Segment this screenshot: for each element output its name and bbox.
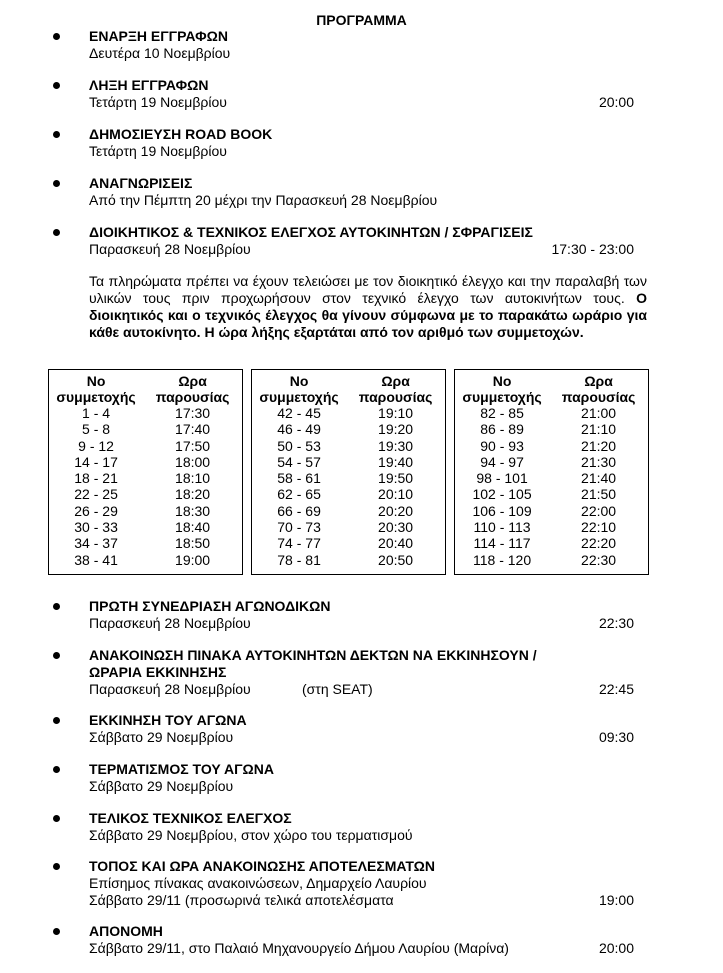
table-row <box>252 535 446 551</box>
bullet-icon <box>53 33 60 40</box>
item-detail: Από την Πέμπτη 20 μέχρι την Παρασκευή 28 Νοεμβρίου <box>89 192 438 208</box>
table-row <box>455 454 649 470</box>
table-row <box>252 503 446 519</box>
bullet-icon <box>53 603 60 610</box>
arrival-time: 17:30 <box>175 405 211 421</box>
item-detail: Σάββατο 29 Νοεμβρίου <box>89 778 234 794</box>
column-header: Νο συμμετοχής <box>259 373 339 405</box>
table-row <box>252 421 446 437</box>
instructions-text: Τα πληρώματα πρέπει να έχουν τελειώσει με τον διοικητικό έλεγχο και την παραλαβή των υλικών τους πριν προχωρήσουν στον τεχνικό έλεγχο των αυτοκινήτων τους. <box>89 273 647 306</box>
arrival-time: 19:00 <box>175 551 211 568</box>
table-row <box>252 438 446 454</box>
entry-range: 26 - 29 <box>74 502 118 519</box>
schedule-table-1 <box>48 369 243 575</box>
entry-range: 66 - 69 <box>277 502 321 519</box>
bullet-icon <box>53 928 60 935</box>
arrival-time: 20:10 <box>378 486 414 503</box>
arrival-time: 17:40 <box>175 421 211 438</box>
table-row <box>455 503 649 519</box>
bullet-icon <box>53 131 60 138</box>
table-row <box>252 519 446 535</box>
table-row <box>49 438 243 454</box>
table-row <box>455 519 649 535</box>
bullet-icon <box>53 229 60 236</box>
entry-range: 38 - 41 <box>74 551 118 568</box>
item-heading: ΕΚΚΙΝΗΣΗ ΤΟΥ ΑΓΩΝΑ <box>89 712 247 728</box>
table-row <box>455 438 649 454</box>
item-heading: ΑΝΑΓΝΩΡΙΣΕΙΣ <box>89 175 193 191</box>
item-time: 09:30 <box>598 729 634 745</box>
item-heading: ΔΗΜΟΣΙΕΥΣΗ ROAD BOOK <box>89 126 273 142</box>
table-row <box>49 421 243 437</box>
item-detail-2: Σάββατο 29/11 (προσωρινά τελικά αποτελέσματα <box>89 892 394 908</box>
column-header: Ωρα παρουσίας <box>561 373 636 405</box>
bullet-icon <box>53 82 60 89</box>
entry-range: 30 - 33 <box>74 519 118 536</box>
table-row <box>49 470 243 486</box>
table-row <box>49 454 243 470</box>
item-detail: Τετάρτη 19 Νοεμβρίου <box>89 94 227 110</box>
table-row <box>49 552 243 575</box>
arrival-time: 17:50 <box>175 437 211 454</box>
item-note: (στη SEAT) <box>302 681 373 697</box>
arrival-time: 22:00 <box>581 502 617 519</box>
entry-range: 50 - 53 <box>277 437 321 454</box>
table-row <box>252 552 446 575</box>
entry-range: 90 - 93 <box>480 437 524 454</box>
item-detail: Σάββατο 29 Νοεμβρίου, στον χώρο του τερματισμού <box>89 827 413 843</box>
arrival-time: 18:00 <box>175 453 211 470</box>
column-header: Ωρα παρουσίας <box>358 373 433 405</box>
item-heading: ΔΙΟΙΚΗΤΙΚΟΣ & ΤΕΧΝΙΚΟΣ ΕΛΕΓΧΟΣ ΑΥΤΟΚΙΝΗΤΩΝ / ΣΦΡΑΓΙΣΕΙΣ <box>89 224 533 240</box>
entry-range: 58 - 61 <box>277 470 321 487</box>
table-row <box>252 486 446 502</box>
bullet-icon <box>53 766 60 773</box>
table-row <box>49 535 243 551</box>
item-time: 17:30 - 23:00 <box>551 241 634 257</box>
entry-range: 98 - 101 <box>476 470 528 487</box>
arrival-time: 20:30 <box>378 519 414 536</box>
item-heading: ΠΡΩΤΗ ΣΥΝΕΔΡΙΑΣΗ ΑΓΩΝΟΔΙΚΩΝ <box>89 598 331 614</box>
entry-range: 34 - 37 <box>74 535 118 552</box>
bullet-icon <box>53 180 60 187</box>
arrival-time: 19:40 <box>378 453 414 470</box>
arrival-time: 21:20 <box>581 437 617 454</box>
item-heading: ΤΕΡΜΑΤΙΣΜΟΣ ΤΟΥ ΑΓΩΝΑ <box>89 761 275 777</box>
entry-range: 70 - 73 <box>277 519 321 536</box>
item-time: 19:00 <box>598 892 634 908</box>
table-row <box>455 486 649 502</box>
table-row <box>252 405 446 421</box>
table-row <box>455 405 649 421</box>
arrival-time: 19:10 <box>378 405 414 421</box>
item-detail: Δευτέρα 10 Νοεμβρίου <box>89 45 231 61</box>
table-row <box>455 552 649 575</box>
table-row <box>455 470 649 486</box>
arrival-time: 20:20 <box>378 502 414 519</box>
entry-range: 102 - 105 <box>472 486 532 503</box>
page-title: ΠΡΟΓΡΑΜΜΑ <box>316 12 407 28</box>
entry-range: 82 - 85 <box>480 405 524 421</box>
item-detail: Σάββατο 29/11, στο Παλαιό Μηχανουργείο Δήμου Λαυρίου (Μαρίνα) <box>89 940 509 956</box>
item-heading: ΤΕΛΙΚΟΣ ΤΕΧΝΙΚΟΣ ΕΛΕΓΧΟΣ <box>89 810 292 826</box>
arrival-time: 18:40 <box>175 519 211 536</box>
bullet-icon <box>53 717 60 724</box>
arrival-time: 20:50 <box>378 551 414 568</box>
arrival-time: 21:50 <box>581 486 617 503</box>
item-detail: Σάββατο 29 Νοεμβρίου <box>89 729 234 745</box>
column-header: Ωρα παρουσίας <box>155 373 230 405</box>
arrival-time: 20:40 <box>378 535 414 552</box>
item-time: 20:00 <box>598 94 634 110</box>
bullet-icon <box>53 815 60 822</box>
arrival-time: 22:30 <box>581 551 617 568</box>
entry-range: 118 - 120 <box>473 551 532 568</box>
entry-range: 46 - 49 <box>277 421 321 438</box>
item-heading: ΑΠΟΝΟΜΗ <box>89 923 163 939</box>
arrival-time: 19:50 <box>378 470 414 487</box>
bullet-icon <box>53 652 60 659</box>
item-heading: ΤΟΠΟΣ ΚΑΙ ΩΡΑ ΑΝΑΚΟΙΝΩΣΗΣ ΑΠΟΤΕΛΕΣΜΑΤΩΝ <box>89 858 436 874</box>
entry-range: 106 - 109 <box>472 502 532 519</box>
entry-range: 42 - 45 <box>277 405 321 421</box>
arrival-time: 18:20 <box>175 486 211 503</box>
column-header: Νο συμμετοχής <box>462 373 542 405</box>
arrival-time: 21:00 <box>581 405 617 421</box>
entry-range: 18 - 21 <box>74 470 118 487</box>
arrival-time: 18:10 <box>175 470 211 487</box>
table-row <box>252 470 446 486</box>
schedule-table-2 <box>251 369 446 575</box>
table-row <box>49 405 243 421</box>
arrival-time: 21:30 <box>581 453 617 470</box>
item-time: 22:45 <box>598 681 634 697</box>
entry-range: 110 - 113 <box>473 519 531 536</box>
schedule-table-3 <box>454 369 649 575</box>
arrival-time: 19:30 <box>378 437 414 454</box>
arrival-time: 18:30 <box>175 502 211 519</box>
arrival-time: 22:20 <box>581 535 617 552</box>
column-header: Νο συμμετοχής <box>56 373 136 405</box>
entry-range: 1 - 4 <box>82 405 111 421</box>
table-row <box>49 519 243 535</box>
entry-range: 62 - 65 <box>277 486 321 503</box>
item-heading: ΕΝΑΡΞΗ ΕΓΓΡΑΦΩΝ <box>89 28 228 44</box>
arrival-time: 22:10 <box>581 519 617 536</box>
entry-range: 114 - 117 <box>473 535 531 552</box>
item-time: 22:30 <box>598 615 634 631</box>
table-row <box>455 535 649 551</box>
instructions-paragraph <box>89 273 647 341</box>
entry-range: 78 - 81 <box>277 551 321 568</box>
bullet-icon <box>53 863 60 870</box>
table-row <box>49 486 243 502</box>
item-detail: Επίσημος πίνακας ανακοινώσεων, Δημαρχείο Λαυρίου <box>89 875 427 891</box>
item-detail: Τετάρτη 19 Νοεμβρίου <box>89 143 227 159</box>
entry-range: 9 - 12 <box>78 437 114 454</box>
table-row <box>455 421 649 437</box>
arrival-time: 21:10 <box>581 421 617 438</box>
table-row <box>49 503 243 519</box>
item-heading: ΛΗΞΗ ΕΓΓΡΑΦΩΝ <box>89 77 209 93</box>
arrival-time: 19:20 <box>378 421 414 438</box>
item-detail: Παρασκευή 28 Νοεμβρίου <box>89 241 251 257</box>
arrival-time: 21:40 <box>581 470 617 487</box>
item-time: 20:00 <box>598 940 634 956</box>
item-heading-continued: ΩΡΑΡΙΑ ΕΚΚΙΝΗΣΗΣ <box>89 664 227 680</box>
table-row <box>252 454 446 470</box>
entry-range: 14 - 17 <box>74 453 118 470</box>
entry-range: 22 - 25 <box>74 486 118 503</box>
instructions-bold-text: Ο διοικητικός και ο τεχνικός έλεγχος θα γίνουν σύμφωνα με το παρακάτω ωράριο για κάθε αυτοκίνητο. Η ώρα λήξης εξαρτάται από τον αριθμό των συμμετοχών. <box>89 290 647 340</box>
entry-range: 54 - 57 <box>277 453 321 470</box>
item-heading: ΑΝΑΚΟΙΝΩΣΗ ΠΙΝΑΚΑ ΑΥΤΟΚΙΝΗΤΩΝ ΔΕΚΤΩΝ ΝΑ ΕΚΚΙΝΗΣΟΥΝ / <box>89 647 537 663</box>
item-detail: Παρασκευή 28 Νοεμβρίου <box>89 615 251 631</box>
entry-range: 74 - 77 <box>277 535 321 552</box>
entry-range: 86 - 89 <box>480 421 524 438</box>
entry-range: 94 - 97 <box>480 453 524 470</box>
entry-range: 5 - 8 <box>82 421 111 438</box>
item-detail: Παρασκευή 28 Νοεμβρίου <box>89 681 251 697</box>
arrival-time: 18:50 <box>175 535 211 552</box>
